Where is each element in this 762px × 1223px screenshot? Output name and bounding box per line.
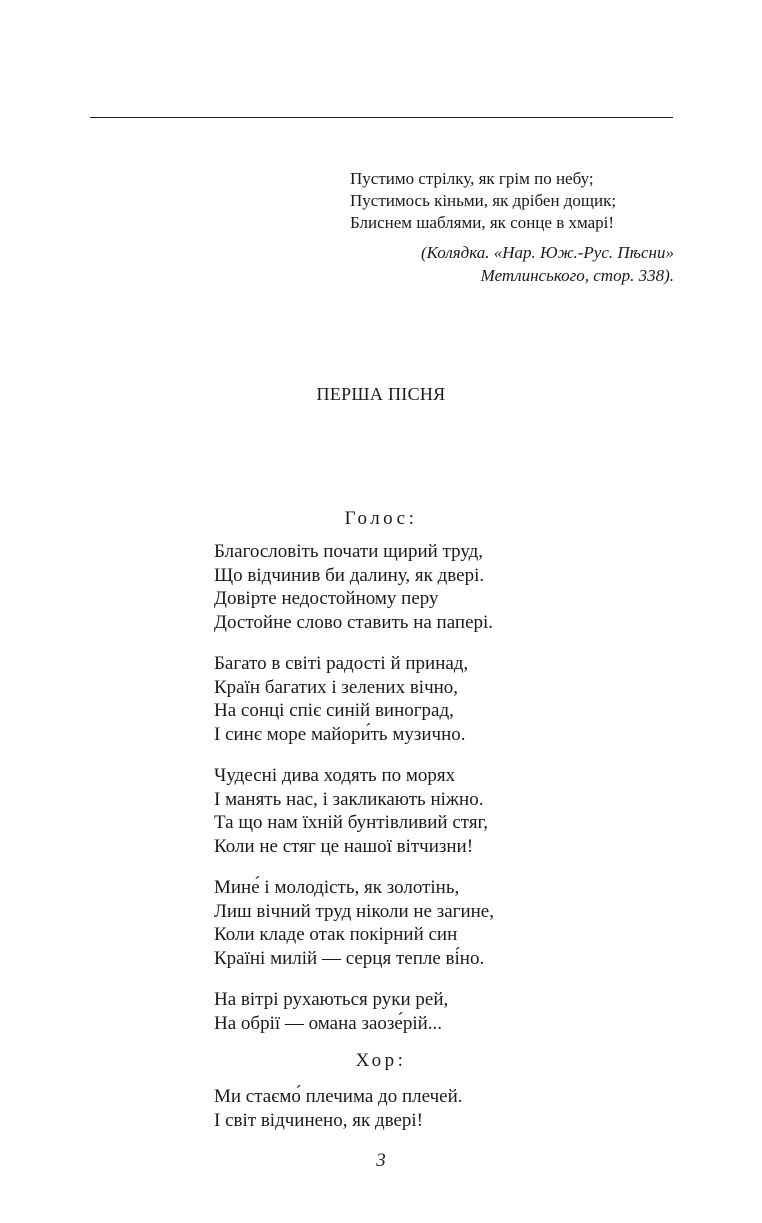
verse-line: Коли кладе отак покірний син bbox=[214, 924, 458, 945]
verse-line: Ми стаємо́ плечима до плечей. bbox=[214, 1086, 463, 1107]
verse-line: На вітрі рухаються руки рей, bbox=[214, 989, 449, 1010]
epigraph-line: Пустимо стрілку, як грім по небу; bbox=[350, 169, 594, 188]
verse-line: Багато в світі радості й принад, bbox=[214, 653, 469, 674]
chorus-stanza bbox=[214, 1085, 634, 1132]
verse-line: Та що нам їхній бунтівливий стяг, bbox=[214, 812, 488, 833]
epigraph bbox=[350, 168, 674, 287]
verse-line: І манять нас, і закликають ніжно. bbox=[214, 788, 484, 810]
epigraph-line: Пустимось кіньми, як дрібен дощик; bbox=[350, 191, 617, 210]
verse-line: Коли не стяг це нашої вітчизни! bbox=[214, 835, 474, 857]
epigraph-source-line: Метлинського, стор. 338). bbox=[480, 266, 674, 285]
verse-line: Країн багатих і зелених вічно, bbox=[214, 676, 459, 698]
verse-line: Чудесні дива ходять по морях bbox=[214, 765, 456, 786]
stanza-3 bbox=[214, 764, 634, 858]
stanza-5 bbox=[214, 988, 634, 1035]
song-title: ПЕРША ПІСНЯ bbox=[316, 384, 446, 404]
stanza-4 bbox=[214, 876, 634, 970]
speaker-voice-label: Голос: bbox=[344, 508, 418, 529]
verse-line: І синє море майори́ть музично. bbox=[214, 723, 466, 745]
header-rule bbox=[90, 117, 673, 118]
epigraph-line: Блиснем шаблями, як сонце в хмарі! bbox=[350, 213, 615, 232]
epigraph-source bbox=[350, 241, 674, 287]
speaker-chorus-label: Хор: bbox=[355, 1050, 407, 1071]
stanza-2 bbox=[214, 652, 634, 746]
verse-line: Мине́ і молодість, як золотінь, bbox=[214, 877, 460, 898]
verse-line: Що відчинив би далину, як двері. bbox=[214, 564, 485, 586]
verse-line: Країні милій — серця тепле ві́но. bbox=[214, 947, 485, 969]
verse-line: На обрії — омана заозе́рій... bbox=[214, 1012, 443, 1034]
verse-line: І світ відчинено, як двері! bbox=[214, 1109, 424, 1131]
epigraph-source-line: (Колядка. «Нар. Юж.-Рус. Пѣсни» bbox=[420, 243, 674, 262]
verse-line: Достойне слово ставить на папері. bbox=[214, 611, 494, 633]
verse-line: Довірте недостойному перу bbox=[214, 588, 439, 609]
stanza-1 bbox=[214, 540, 634, 634]
verse-line: Лиш вічний труд ніколи не загине, bbox=[214, 900, 494, 922]
verse-line: Благословіть почати щирий труд, bbox=[214, 541, 484, 562]
verse-line: На сонці спіє синій виноград, bbox=[214, 700, 454, 721]
page-number: 3 bbox=[376, 1150, 386, 1171]
